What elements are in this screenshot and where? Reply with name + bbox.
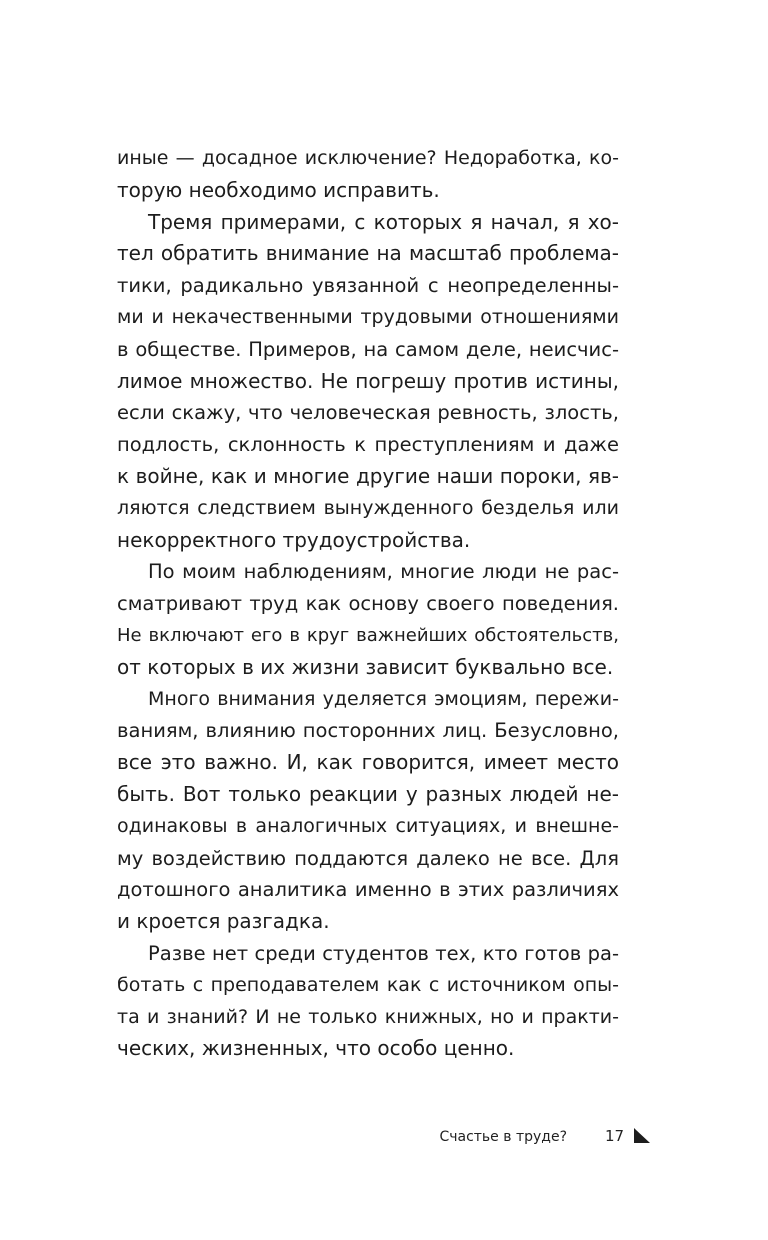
text-line: если скажу, что человеческая ревность, злость,: [117, 401, 619, 425]
text-line: ми и некачественными трудовыми отношениями: [117, 305, 619, 328]
text-line: от которых в их жизни зависит буквально все.: [117, 654, 614, 679]
text-line: та и знаний? И не только книжных, но и практи-: [117, 1005, 619, 1028]
text-line: подлость, склонность к преступлениям и даже: [117, 433, 619, 457]
text-line: ботать с преподавателем как с источником опы-: [117, 973, 619, 996]
text-line: Тремя примерами, с которых я начал, я хо-: [148, 209, 619, 234]
text-line: иные — досадное исключение? Недоработка, ко-: [117, 147, 619, 169]
text-line: торую необходимо исправить.: [117, 177, 440, 202]
text-line: сматривают труд как основу своего поведения.: [117, 592, 619, 616]
text-line: ваниям, влиянию посторонних лиц. Безусловно,: [117, 719, 619, 743]
text-line: Много внимания уделяется эмоциям, пережи-: [148, 687, 619, 710]
page-number: 17: [605, 1127, 625, 1145]
text-line: в обществе. Примеров, на самом деле, неисчис-: [117, 337, 619, 361]
text-line: му воздействию поддаются далеко не все. Для: [117, 846, 619, 870]
page-footer: [0, 1125, 768, 1155]
text-line: дотошного аналитика именно в этих различиях: [117, 878, 619, 902]
text-line: ческих, жизненных, что особо ценно.: [117, 1036, 515, 1061]
page-corner-triangle-icon: [634, 1128, 650, 1143]
text-line: ляются следствием вынужденного безделья или: [117, 496, 619, 519]
text-line: Не включают его в круг важнейших обстоятельств,: [117, 624, 619, 646]
text-line: Разве нет среди студентов тех, кто готов ра-: [148, 941, 619, 965]
text-line: тики, радикально увязанной с неопределенны-: [117, 274, 619, 298]
body-text: [117, 143, 619, 1065]
text-line: и кроется разгадка.: [117, 909, 330, 934]
text-line: все это важно. И, как говорится, имеет место: [117, 750, 619, 775]
text-line: к войне, как и многие другие наши пороки, яв-: [117, 463, 619, 488]
text-line: быть. Вот только реакции у разных людей не-: [117, 781, 619, 806]
text-line: лимое множество. Не погрешу против истины,: [117, 368, 619, 393]
text-line: некорректного трудоустройства.: [117, 527, 471, 552]
running-head: Счастье в труде?: [439, 1129, 567, 1145]
text-line: одинаковы в аналогичных ситуациях, и внешне-: [117, 814, 619, 837]
text-line: тел обратить внимание на масштаб проблема-: [117, 241, 619, 266]
text-line: По моим наблюдениям, многие люди не рас-: [148, 560, 619, 584]
